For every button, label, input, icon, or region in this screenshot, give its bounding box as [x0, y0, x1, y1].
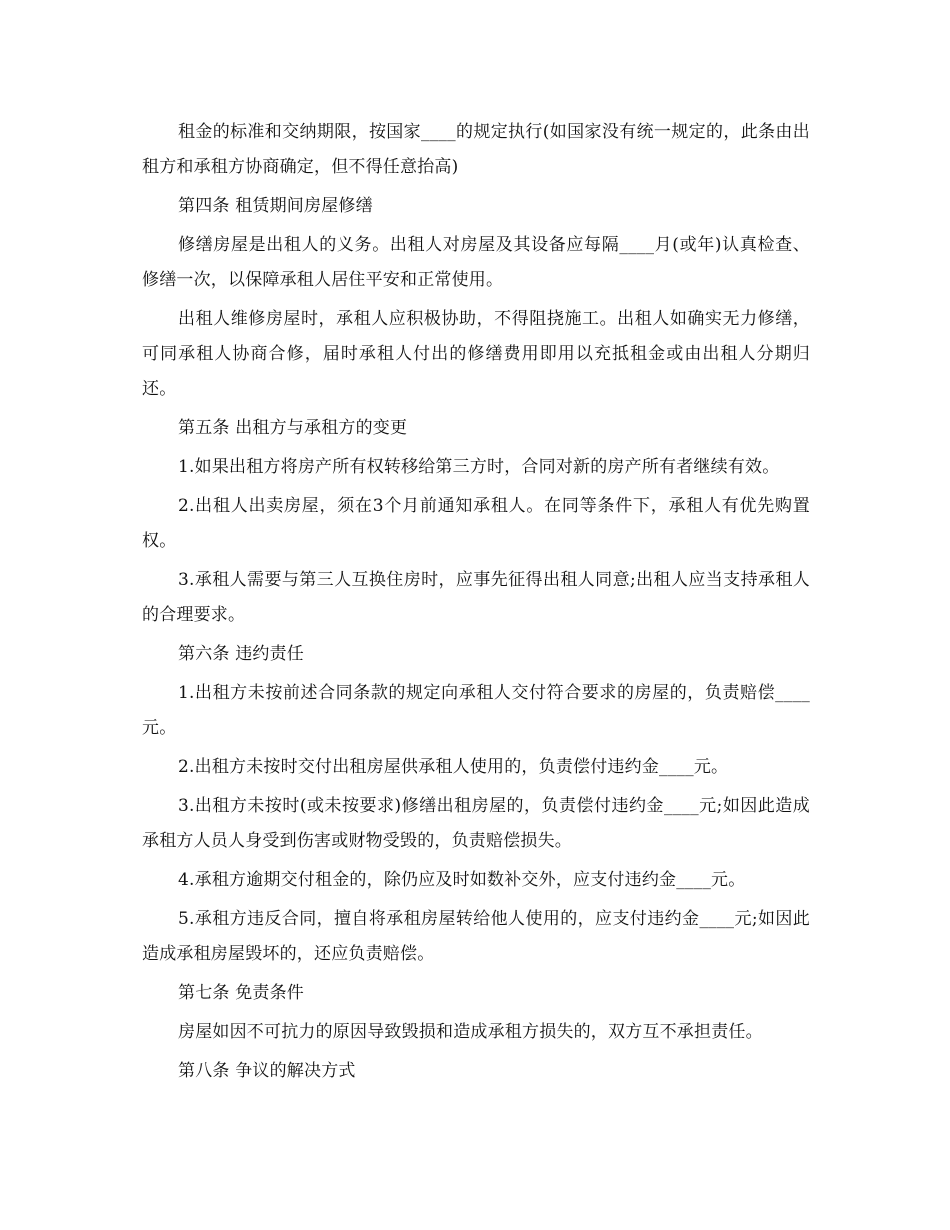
paragraph-change-3: 3.承租人需要与第三人互换住房时，应事先征得出租人同意;出租人应当支持承租人的合理要求。: [142, 570, 810, 625]
paragraph-force-majeure: 房屋如因不可抗力的原因导致毁损和造成承租方损失的，双方互不承担责任。: [178, 1022, 763, 1042]
paragraph-rent-standard: 租金的标准和交纳期限，按国家____的规定执行(如国家没有统一规定的，此条由出租方和承租方协商确定，但不得任意抬高): [142, 122, 810, 177]
article-4-heading: 第四条 租赁期间房屋修缮: [178, 196, 373, 216]
paragraph-change-2: 2.出租人出卖房屋，须在3个月前通知承租人。在同等条件下，承租人有优先购置权。: [142, 496, 810, 551]
paragraph-change-1: 1.如果出租方将房产所有权转移给第三方时，合同对新的房产所有者继续有效。: [178, 457, 780, 477]
article-6-heading: 第六条 违约责任: [178, 644, 305, 664]
paragraph-repair-duty: 修缮房屋是出租人的义务。出租人对房屋及其设备应每隔____月(或年)认真检查、修缮一次，以保障承租人居住平安和正常使用。: [142, 235, 810, 290]
paragraph-breach-1: 1.出租方未按前述合同条款的规定向承租人交付符合要求的房屋的，负责赔偿____元。: [142, 683, 810, 738]
paragraph-repair-cooperation: 出租人维修房屋时，承租人应积极协助，不得阻挠施工。出租人如确实无力修缮，可同承租人协商合修，届时承租人付出的修缮费用即用以充抵租金或由出租人分期归还。: [142, 309, 810, 399]
paragraph-breach-2: 2.出租方未按时交付出租房屋供承租人使用的，负责偿付违约金____元。: [178, 757, 729, 777]
paragraph-breach-5: 5.承租方违反合同，擅自将承租房屋转给他人使用的，应支付违约金____元;如因此造成承租房屋毁坏的，还应负责赔偿。: [142, 909, 810, 964]
document-body: [142, 115, 810, 1093]
article-5-heading: 第五条 出租方与承租方的变更: [178, 418, 408, 438]
article-7-heading: 第七条 免责条件: [178, 983, 305, 1003]
paragraph-breach-4: 4.承租方逾期交付租金的，除仍应及时如数补交外，应支付违约金____元。: [178, 870, 746, 890]
article-8-heading: 第八条 争议的解决方式: [178, 1061, 356, 1081]
paragraph-breach-3: 3.出租方未按时(或未按要求)修缮出租房屋的，负责偿付违约金____元;如因此造成承租方人员人身受到伤害或财物受毁的，负责赔偿损失。: [142, 796, 810, 851]
